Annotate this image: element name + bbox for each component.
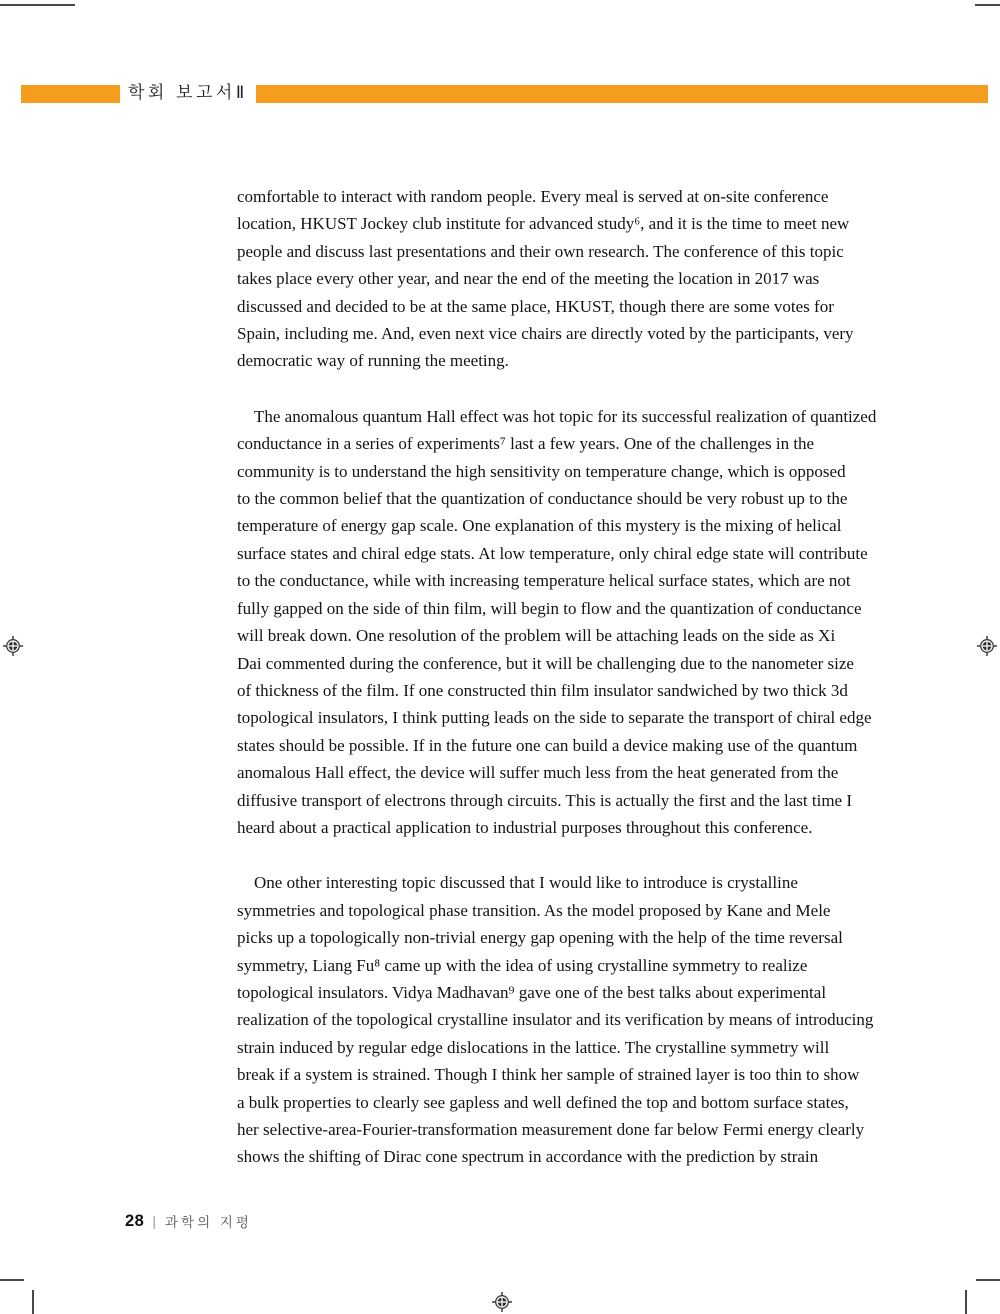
footer-separator: | <box>152 1213 156 1229</box>
text-line: to the conductance, while with increasing temperature helical surface states, which are not <box>237 571 851 591</box>
text-line: One other interesting topic discussed that I would like to introduce is crystalline <box>254 873 798 893</box>
paragraph <box>237 183 897 375</box>
crop-mark-bottom-right-vertical <box>965 1290 967 1314</box>
crop-mark-bottom-left-vertical <box>32 1290 34 1314</box>
crop-mark-top-left <box>0 4 75 6</box>
text-line: temperature of energy gap scale. One explanation of this mystery is the mixing of helical <box>237 516 842 536</box>
text-line: discussed and decided to be at the same place, HKUST, though there are some votes for <box>237 296 834 316</box>
text-line: conductance in a series of experiments⁷ last a few years. One of the challenges in the <box>237 434 815 454</box>
section-title: 학회 보고서Ⅱ <box>128 83 248 102</box>
text-line: heard about a practical application to industrial purposes throughout this conference. <box>237 817 813 837</box>
text-line: shows the shifting of Dirac cone spectrum in accordance with the prediction by strain <box>237 1147 819 1167</box>
text-line: symmetry, Liang Fu⁸ came up with the idea of using crystalline symmetry to realize <box>237 955 808 975</box>
text-line: break if a system is strained. Though I think her sample of strained layer is too thin to show <box>237 1065 860 1085</box>
crop-mark-bottom-right-horizontal <box>976 1279 1000 1281</box>
registration-target-icon <box>977 636 997 656</box>
text-line: anomalous Hall effect, the device will suffer much less from the heat generated from the <box>237 763 839 783</box>
crop-mark-top-right <box>975 4 1000 6</box>
text-line: democratic way of running the meeting. <box>237 351 509 371</box>
text-line: fully gapped on the side of thin film, will begin to flow and the quantization of conductance <box>237 598 862 618</box>
text-line: topological insulators, I think putting leads on the side to separate the transport of chiral edge <box>237 708 872 728</box>
text-line: a bulk properties to clearly see gapless and well defined the top and bottom surface states, <box>237 1092 849 1112</box>
text-line: realization of the topological crystalline insulator and its verification by means of introducing <box>237 1010 874 1030</box>
header-accent-bar-left <box>21 85 120 103</box>
text-line: to the common belief that the quantization of conductance should be very robust up to the <box>237 489 848 509</box>
text-line: picks up a topologically non-trivial energy gap opening with the help of the time reversal <box>237 928 843 948</box>
registration-target-icon <box>3 636 23 656</box>
text-line: Spain, including me. And, even next vice chairs are directly voted by the participants, very <box>237 324 854 344</box>
section-header <box>21 84 988 104</box>
text-line: topological insulators. Vidya Madhavan⁹ gave one of the best talks about experimental <box>237 982 827 1002</box>
text-line: people and discuss last presentations and their own research. The conference of this topic <box>237 241 844 261</box>
text-line: The anomalous quantum Hall effect was hot topic for its successful realization of quantized <box>254 406 877 426</box>
text-line: symmetries and topological phase transition. As the model proposed by Kane and Mele <box>237 900 831 920</box>
registration-target-icon <box>492 1292 512 1312</box>
text-line: strain induced by regular edge dislocations in the lattice. The crystalline symmetry will <box>237 1037 830 1057</box>
page-footer <box>125 1211 252 1231</box>
page-number: 28 <box>125 1211 145 1230</box>
journal-title: 과학의 지평 <box>165 1215 252 1230</box>
body-text <box>237 183 897 1171</box>
text-line: location, HKUST Jockey club institute for advanced study⁶, and it is the time to meet new <box>237 214 850 234</box>
text-line: comfortable to interact with random people. Every meal is served at on-site conference <box>237 187 829 206</box>
text-line: takes place every other year, and near the end of the meeting the location in 2017 was <box>237 269 820 289</box>
text-line: will break down. One resolution of the problem will be attaching leads on the side as Xi <box>237 626 836 646</box>
text-line: states should be possible. If in the future one can build a device making use of the quantum <box>237 735 858 755</box>
paragraph <box>237 869 897 1170</box>
crop-mark-bottom-left-horizontal <box>0 1279 24 1281</box>
text-line: community is to understand the high sensitivity on temperature change, which is opposed <box>237 461 846 481</box>
paragraph <box>237 403 897 842</box>
header-accent-bar-right <box>256 85 988 103</box>
text-line: Dai commented during the conference, but it will be challenging due to the nanometer size <box>237 653 854 673</box>
text-line: her selective-area-Fourier-transformation measurement done far below Fermi energy clearly <box>237 1120 865 1139</box>
text-line: diffusive transport of electrons through circuits. This is actually the first and the last time I <box>237 790 853 810</box>
text-line: surface states and chiral edge stats. At low temperature, only chiral edge state will contribute <box>237 543 868 563</box>
text-line: of thickness of the film. If one constructed thin film insulator sandwiched by two thick 3d <box>237 680 848 700</box>
